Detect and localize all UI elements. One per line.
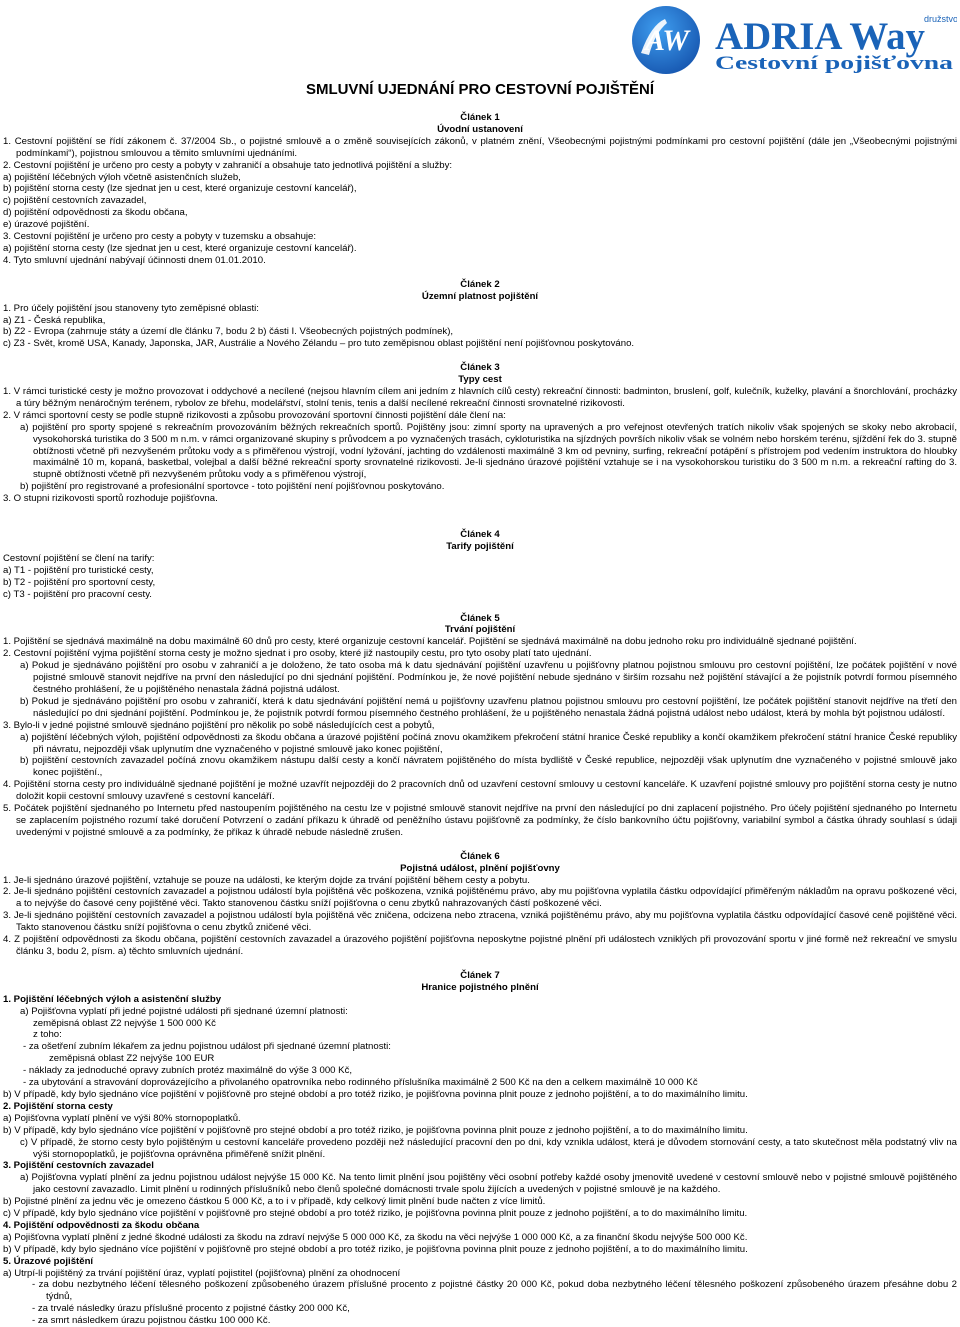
article-1-point-3: 3. Cestovní pojištění je určeno pro cesty a pobyty v tuzemsku a obsahuje: xyxy=(3,231,317,243)
article-4-title: Tarify pojištění xyxy=(446,541,514,552)
article-7-title: Hranice pojistného plnění xyxy=(421,981,539,993)
article-5-point-3: 3. Bylo-li v jedné pojistné smlouvě sjednáno pojištění pro několik po sobě následujících cest a pobytů, xyxy=(3,719,435,731)
company-logo xyxy=(631,5,957,75)
article-1-point-2d: d) pojištění odpovědnosti za škodu občana, xyxy=(3,207,188,219)
article-7-section-1a-dash-2: - náklady za jednoduché opravy zubních protéz maximálně do výše 3 000 Kč, xyxy=(23,1065,353,1077)
article-7-section-3b: b) Pojistné plnění za jednu věc je omezeno částkou 5 000 Kč, a to i v případě, kdy celkový limit plnění bude načten z více limitů. xyxy=(3,1196,546,1208)
logo-monogram: AW xyxy=(645,24,689,57)
article-3-point-1: 1. V rámci turistické cesty je možno provozovat i oddychové a necílené (nejsou hlavním cílem ani jedním z hlavních cílů cesty) rekreační činnosti: badminton, bruslení, golf, kulečník, kuželky, plavání a šnorchlování, procházky a túry běžným nenáročným terénem, rybolov ze břehu, modelářství, stolní tenis, tenis a další necílené rekreační činnosti srovnatelné rizikovosti. xyxy=(3,386,957,409)
article-5-point-5: 5. Počátek pojištění sjednaného po Internetu před nastoupením pojištěného na cestu lze v pojistné smlouvě stanovit nejdříve na první den následující po dni zaplacení pojistného. Pro účely pojištění sjednaného po Internetu se zaplacením pojistného rozumí také doručení Potvrzení o zadání příkazu k úhradě od peněžního ústavu pojišťovně za podmínky, že číslo bankovního účtu pojišťovny, variabilní symbol a částka úhrady souhlasí s údaji uvedenými v pojistné smlouvě a za podmínky, že příkaz k úhradě nebude následně zrušen. xyxy=(3,803,957,838)
article-1-point-2: 2. Cestovní pojištění je určeno pro cesty a pobyty v zahraničí a obsahuje tato jednotlivá pojištění a služby: xyxy=(3,159,453,171)
article-4-number: Článek 4 xyxy=(460,529,500,541)
article-6-point-2: 2. Je-li sjednáno pojištění cestovních zavazadel a pojistnou událostí byla pojištěná věc poškozena, vzniká pojištěnému právo, aby mu pojišťovna vyplatila částku odpovídající přiměřeným nákladům na opravu poškozené věci, a to nejvýše do časové ceny pojištěné věci. Takto stanovenou částku sníží pojišťovna o cenu zbytků nahrazovaných částí poškozené věci. xyxy=(3,886,957,910)
article-3-number: Článek 3 xyxy=(460,362,500,374)
article-1-point-4: 4. Tyto smluvní ujednání nabývají účinnosti dnem 01.01.2010. xyxy=(3,254,266,266)
article-5-point-4: 4. Pojištění storna cesty pro individuálně sjednané pojištění je možné uzavřít nejpozději do 2 pracovních dnů od uzavření cestovní smlouvy u cestovní kanceláře. K uzavření pojistné smlouvy pro pojištění storna cesty je nutno doložit kopii cestovní smlouvy uzavřené s cestovní kanceláří. xyxy=(3,779,957,803)
article-7-section-3: 3. Pojištění cestovních zavazadel xyxy=(3,1160,154,1172)
article-2-number: Článek 2 xyxy=(460,278,500,290)
article-3-point-2b: b) pojištění pro registrované a profesionální sportovce - toto pojištění není pojišťovnou poskytováno. xyxy=(20,481,445,493)
article-7-section-1a-dash-1-zone: zeměpisná oblast Z2 nejvýše 100 EUR xyxy=(49,1053,215,1065)
article-7-section-1b: b) V případě, kdy bylo sjednáno více pojištění v pojišťovně pro stejné období a pro totéž riziko, je pojišťovna povinna plnit pouze z jednoho pojištění, a to do maximálního limitu. xyxy=(3,1088,748,1100)
document-title: SMLUVNÍ UJEDNÁNÍ PRO CESTOVNÍ POJIŠTĚNÍ xyxy=(305,81,655,98)
article-7-section-1a-zoho: z toho: xyxy=(33,1029,62,1041)
article-2-title: Územní platnost pojištění xyxy=(421,290,539,302)
article-7-section-5a-dash-1: - za dobu nezbytného léčení tělesného poškození způsobeného úrazem příslušné procento z pojistné částky 20 000 Kč, pokud doba nezbytného léčení tělesného poškození způsobeného úrazem přesáhne dobu 2 týdnů, xyxy=(32,1279,957,1303)
article-3-point-3: 3. O stupni rizikovosti sportů rozhoduje pojišťovna. xyxy=(3,493,218,505)
article-1-point-2b: b) pojištění storna cesty (lze sjednat jen u cest, které organizuje cestovní kancelář), xyxy=(3,183,357,195)
article-7-number: Článek 7 xyxy=(460,969,500,981)
article-5-number: Článek 5 xyxy=(460,612,500,624)
article-5-point-2b: b) Pokud je sjednáváno pojištění pro osobu v zahraničí, která k datu sjednávání pojištění nemá u pojišťovny uzavřenu platnou pojistnou smlouvu pro cestovní pojištění, lze počátek pojištění stanovit nejdříve na třetí den následující po dni sjednání pojištění. Podmínkou je, že pojistník potvrdí formou písemného čestného prohlášení, že u pojištěného nenastala žádná pojistná událost nebo událost, která by mohla být pojistnou událostí. xyxy=(20,695,957,719)
article-5-point-2: 2. Cestovní pojištění vyjma pojištění storna cesty je možno sjednat i pro osoby, které již nastoupily cestu, pro tyto osoby platí tato ujednání. xyxy=(3,648,592,660)
logo-brand: ADRIA Way xyxy=(715,15,926,58)
article-5-point-2a: a) Pokud je sjednáváno pojištění pro osobu v zahraničí a je doloženo, že tato osoba má k datu sjednávání pojištění uzavřenu u pojišťovny platnou pojistnou smlouvu pro cestovní pojištění, lze počátek pojištění v nové pojistné smlouvě stanovit nejdříve na první den následující po dni sjednání pojištění. Podmínkou je, že nové pojištění nebude sjednáno v širším rozsahu než pojištění stávající a že pojistník potvrdí formou písemného čestného prohlášení, že u pojištěného nenastala žádná pojistná událost. xyxy=(20,660,957,695)
article-3-title: Typy cest xyxy=(458,374,502,386)
article-7-section-2a: a) Pojišťovna vyplatí plnění ve výši 80% stornopoplatků. xyxy=(3,1112,241,1124)
logo-subtitle: Cestovní pojišťovna xyxy=(715,53,954,74)
article-5-title: Trvání pojištění xyxy=(444,624,516,636)
article-5-point-3a: a) pojištění léčebných výloh, pojištění odpovědnosti za škodu občana a úrazové pojištění počíná znovu okamžikem překročení státní hranice České republiky a končí okamžikem překročení státní hranice České republiky při návratu, nejpozději však uplynutím dne vyznačeného v pojistné smlouvě jako konec pojištění, xyxy=(20,731,957,755)
article-7-section-4a: a) Pojišťovna vyplatí plnění z jedné škodné události za škodu na zdraví nejvýše 5 000 000 Kč, za škodu na věci nejvýše 1 000 000 Kč, a za finanční škodu nejvýše 500 000 Kč. xyxy=(3,1231,748,1243)
article-1-title: Úvodní ustanovení xyxy=(437,123,523,135)
article-1-point-2c: c) pojištění cestovních zavazadel, xyxy=(3,195,147,207)
article-1-point-2e: e) úrazové pojištění. xyxy=(3,219,90,231)
article-7-section-3c: c) V případě, kdy bylo sjednáno více pojištění v pojišťovně pro stejné období a pro totéž riziko, je pojišťovna povinna plnit pouze z jednoho pojištění, a to do maximálního limitu. xyxy=(3,1208,748,1220)
article-6-title: Pojistná událost, plnění pojišťovny xyxy=(400,862,560,874)
article-7-section-4b: b) V případě, kdy bylo sjednáno více pojištění v pojišťovně pro stejné období a pro totéž riziko, je pojišťovna povinna plnit pouze z jednoho pojištění, a to do maximálního limitu. xyxy=(3,1243,748,1255)
article-7-section-4: 4. Pojištění odpovědnosti za škodu občana xyxy=(3,1219,200,1231)
article-2-point-c: c) Z3 - Svět, kromě USA, Kanady, Japonska, JAR, Austrálie a Nového Zélandu – pro tuto zeměpisnou oblast pojištění není pojišťovnou poskytováno. xyxy=(3,338,635,350)
article-1-point-1: 1. Cestovní pojištění se řídí zákonem č. 37/2004 Sb., o pojistné smlouvě a o změně souvisejících zákonů, v platném znění, Všeobecnými pojistnými podmínkami pro cestovní pojištění (dále jen „Všeobecnými pojistnými podmínkami“), pojistnou smlouvou a těmito smluvními ujednáními. xyxy=(3,135,957,159)
article-3-point-2: 2. V rámci sportovní cesty se podle stupně rizikovosti a způsobu provozování sportovní činnosti pojištění dále člení na: xyxy=(3,409,506,421)
article-7-section-1a: a) Pojišťovna vyplatí při jedné pojistné události při sjednané územní platnosti: xyxy=(20,1005,348,1017)
article-4-intro: Cestovní pojištění se člení na tarify: xyxy=(3,552,155,564)
article-1-point-2a: a) pojištění léčebných výloh včetně asistenčních služeb, xyxy=(3,171,241,183)
article-6-number: Článek 6 xyxy=(460,850,500,862)
article-4-point-a: a) T1 - pojištění pro turistické cesty, xyxy=(3,564,154,576)
article-6-point-4: 4. Z pojištění odpovědnosti za škodu občana, pojištění cestovních zavazadel a úrazového pojištění pojišťovna neposkytne pojistné plnění při událostech vzniklých při provozování sportu v jiné formě než rekreační ve smyslu článku 3, bodu 2, písm. a) těchto smluvních ujednání. xyxy=(3,934,957,957)
article-5-point-3b: b) pojištění cestovních zavazadel počíná znovu okamžikem nástupu další cesty a končí návratem pojištěného do místa bydliště v České republice, nejpozději však uplynutím dne vyznačeného v pojistné smlouvě jako konec pojištění., xyxy=(20,755,957,779)
article-7-section-1a-zone: zeměpisná oblast Z2 nejvýše 1 500 000 Kč xyxy=(33,1017,216,1029)
article-1-number: Článek 1 xyxy=(460,112,500,123)
article-6-point-1: 1. Je-li sjednáno úrazové pojištění, vztahuje se pouze na události, ke kterým dojde za trvání pojištění během cesty a pobytu. xyxy=(3,874,530,886)
article-7-section-1a-dash-3: - za ubytování a stravování doprovázejícího a přivolaného opatrovníka nebo rodinného příslušníka maximálně 2 500 Kč na den a celkem maximálně 10 000 Kč xyxy=(23,1077,698,1089)
article-7-section-2b: b) V případě, kdy bylo sjednáno více pojištění v pojišťovně pro stejné období a pro totéž riziko, je pojišťovna povinna plnit pouze z jednoho pojištění, a to do maximálního limitu. xyxy=(3,1124,748,1136)
article-2-point-a: a) Z1 - Česká republika, xyxy=(3,314,106,326)
article-7-section-5: 5. Úrazové pojištění xyxy=(3,1255,94,1267)
article-7-section-5a-dash-2: - za trvalé následky úrazu příslušné procento z pojistné částky 200 000 Kč, xyxy=(32,1303,350,1315)
article-7-section-3a: a) Pojišťovna vyplatí plnění za jednu pojistnou událost nejvýše 15 000 Kč. Na tento limit plnění jsou pojištěny věci osobní potřeby každé osoby jmenovitě uvedené v cestovní smlouvě nebo v pojistné smlouvě pojištěného jako cestovní zavazadlo. Limit plnění u rodinných příslušníků nebo členů společné domácnosti trvale spolu žijících a uvedených v pojistné smlouvě je na každého. xyxy=(20,1172,957,1196)
article-7-section-5a-dash-3: - za smrt následkem úrazu pojistnou částku 100 000 Kč. xyxy=(32,1315,271,1327)
article-7-section-1: 1. Pojištění léčebných výloh a asistenční služby xyxy=(3,993,222,1005)
article-6-point-3: 3. Je-li sjednáno pojištění cestovních zavazadel a pojistnou událostí byla pojištěná věc zničena, odcizena nebo ztracena, vzniká pojištěnému právo, aby mu pojišťovna vyplatila částku odpovídající časové ceně pojištěné věci. Takto stanovenou částku sníží pojišťovna o cenu zbytků zničené věci. xyxy=(3,910,957,934)
adria-way-logo-graphic xyxy=(631,5,957,75)
article-7-section-1a-dash-1: - za ošetření zubním lékařem za jednu pojistnou událost při sjednané územní platnosti: xyxy=(23,1041,391,1053)
logo-tag: družstvo xyxy=(924,14,957,24)
article-2-point-1: 1. Pro účely pojištění jsou stanoveny tyto zeměpisné oblasti: xyxy=(3,302,259,314)
article-7-section-2c: c) V případě, že storno cesty bylo pojištěným u cestovní kanceláře provedeno později než následující pracovní den po dni, kdy vznikla událost, která je důvodem stornování cesty, a tato skutečnost měla podstatný vliv na výši stornopoplatků, je pojišťovna oprávněna přiměřeně snížit plnění. xyxy=(20,1136,957,1160)
article-4-point-b: b) T2 - pojištění pro sportovní cesty, xyxy=(3,576,156,588)
article-7-section-5a: a) Utrpí-li pojištěný za trvání pojištění úraz, vyplatí pojistitel (pojišťovna) plnění za ohodnocení xyxy=(3,1267,401,1279)
article-7-section-2: 2. Pojištění storna cesty xyxy=(3,1100,113,1112)
article-3-point-2a: a) pojištění pro sporty spojené s rekreačním provozováním běžných rekreačních sportů. Pojištěny jsou: zimní sporty na upravených a pro veřejnost otevřených tratích nikoliv však spojených se skoky nebo akrobacií, vysokohorská turistika do 3 500 m n.m. v rámci organizované skupiny s průvodcem a po vyznačených trasách, cykloturistika na sjízdných površích nikoliv však se volném nebo horském terénu, sjíždění řek do 3. stupně obtížnosti včetně při nezvyšeném průtoku vody a s přiměřenou výstrojí, vodní lyžování, jachting do vzdálenosti maximálně 3 km od pevniny, surfing, rekreační potápění s přístrojem pod vedením instruktora do hloubky maximálně 10 m, kopaná, basketbal, volejbal a další běžné rekreační sporty srovnatelné rizikovosti. Je-li sjednáno úrazové pojištění vztahuje se i na vysokohorskou turistiku do 3 500 m n.m. a rekreační rafting do 3. stupně obtížnosti včetně při nezvyšeném průtoku vody a s přiměřenou výstrojí, xyxy=(20,421,957,481)
article-2-point-b: b) Z2 - Evropa (zahrnuje státy a území dle článku 7, bodu 2 b) části I. Všeobecných pojistných podmínek), xyxy=(3,326,454,338)
article-5-point-1: 1. Pojištění se sjednává maximálně na dobu maximálně 60 dnů pro cesty, které organizuje cestovní kancelář. Pojištění se sjednává maximálně na dobu jednoho roku pro individuálně sjednané pojištění. xyxy=(3,636,857,648)
document-body xyxy=(3,112,957,1327)
article-1-point-3a: a) pojištění storna cesty (lze sjednat jen u cest, které organizuje cestovní kancelář). xyxy=(3,242,357,254)
article-4-point-c: c) T3 - pojištění pro pracovní cesty. xyxy=(3,588,152,600)
